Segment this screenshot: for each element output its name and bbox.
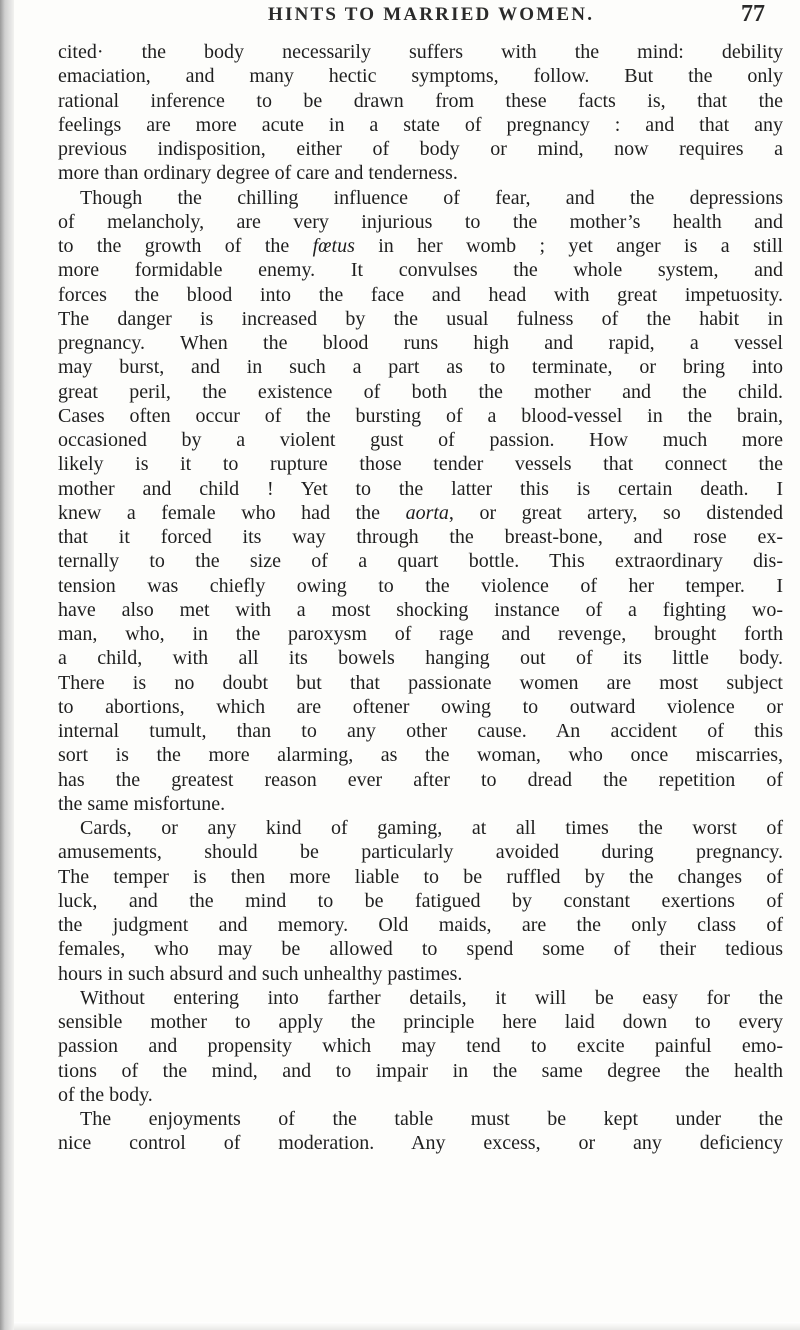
page-binding-shadow — [0, 0, 14, 1330]
text-line: Without entering into farther details, it will be easy for the — [80, 986, 783, 1009]
text-line: There is no doubt but that passionate women are most subject — [58, 671, 783, 694]
text-line: tension was chiefly owing to the violence of her temper. I — [58, 574, 783, 597]
text-line: a child, with all its bowels hanging out of its little body. — [58, 647, 783, 670]
text-line: cited· the body necessarily suffers with the mind: debility — [58, 41, 783, 63]
body-text — [58, 40, 783, 1156]
text-line: mother and child ! Yet to the latter this is certain death. I — [58, 477, 783, 500]
text-line: Though the chilling influence of fear, and the depressions — [80, 186, 783, 209]
text-line: sensible mother to apply the principle here laid down to every — [58, 1011, 783, 1033]
text-line: rational inference to be drawn from these facts is, that the — [58, 89, 783, 112]
text-line: emaciation, and many hectic symptoms, follow. But the only — [58, 65, 783, 88]
text-line: more than ordinary degree of care and tenderness. — [58, 162, 458, 185]
text-line: of melancholy, are very injurious to the mother’s health and — [58, 210, 783, 233]
text-line: has the greatest reason ever after to dread the repetition of — [58, 768, 783, 791]
text-line: Cases often occur of the bursting of a blood-vessel in the brain, — [58, 404, 783, 427]
italic-term: aorta — [405, 501, 449, 524]
text-line: passion and propensity which may tend to excite painful emo- — [58, 1035, 783, 1058]
text-line: Cards, or any kind of gaming, at all times the worst of — [80, 817, 783, 839]
text-line: tions of the mind, and to impair in the same degree the health — [58, 1059, 783, 1082]
italic-term: fœtus — [312, 235, 355, 257]
text-line: The danger is increased by the usual fulness of the habit in — [58, 307, 783, 330]
text-line: hours in such absurd and such unhealthy pastimes. — [58, 962, 463, 985]
text-line: previous indisposition, either of body or mind, now requires a — [58, 138, 783, 160]
page-number: 77 — [741, 1, 765, 27]
text-line: forces the blood into the face and head with great impetuosity. — [58, 283, 783, 306]
text-line: may burst, and in such a part as to terminate, or bring into — [58, 356, 783, 379]
text-line: occasioned by a violent gust of passion. How much more — [58, 429, 783, 451]
text-line: nice control of moderation. Any excess, or any deficiency — [58, 1132, 783, 1155]
text-line: more formidable enemy. It convulses the whole system, and — [58, 259, 783, 282]
text-line: sort is the more alarming, as the woman, who once miscarries, — [58, 744, 783, 767]
text-line: feelings are more acute in a state of pregnancy : and that any — [58, 113, 783, 136]
text-line: The enjoyments of the table must be kept under the — [80, 1108, 783, 1130]
text-line: knew a female who had the aorta, or great artery, so distended — [58, 501, 783, 524]
text-line: the same misfortune. — [58, 792, 226, 815]
text-line: luck, and the mind to be fatigued by constant exertions of — [58, 889, 783, 912]
text-line: The temper is then more liable to be ruffled by the changes of — [58, 865, 783, 888]
page-header — [0, 1, 800, 28]
text-line: to the growth of the fœtus in her womb ; yet anger is a still — [58, 235, 783, 257]
text-line: internal tumult, than to any other cause. An accident of this — [58, 720, 783, 742]
page-bottom-edge — [14, 1322, 800, 1330]
text-line: the judgment and memory. Old maids, are the only class of — [58, 914, 783, 936]
text-line: to abortions, which are oftener owing to outward violence or — [58, 695, 783, 718]
text-line: man, who, in the paroxysm of rage and revenge, brought forth — [58, 623, 783, 645]
text-line: pregnancy. When the blood runs high and rapid, a vessel — [58, 332, 783, 354]
text-line: likely is it to rupture those tender vessels that connect the — [58, 453, 783, 476]
text-line: of the body. — [58, 1083, 153, 1106]
text-line: ternally to the size of a quart bottle. This extraordinary dis- — [58, 550, 783, 573]
running-head: HINTS TO MARRIED WOMEN. — [268, 4, 595, 25]
text-line: have also met with a most shocking instance of a fighting wo- — [58, 598, 783, 621]
text-line: females, who may be allowed to spend some of their tedious — [58, 938, 783, 961]
text-line: great peril, the existence of both the mother and the child. — [58, 380, 783, 403]
text-line: that it forced its way through the breast-bone, and rose ex- — [58, 526, 783, 548]
text-line: amusements, should be particularly avoided during pregnancy. — [58, 841, 783, 864]
